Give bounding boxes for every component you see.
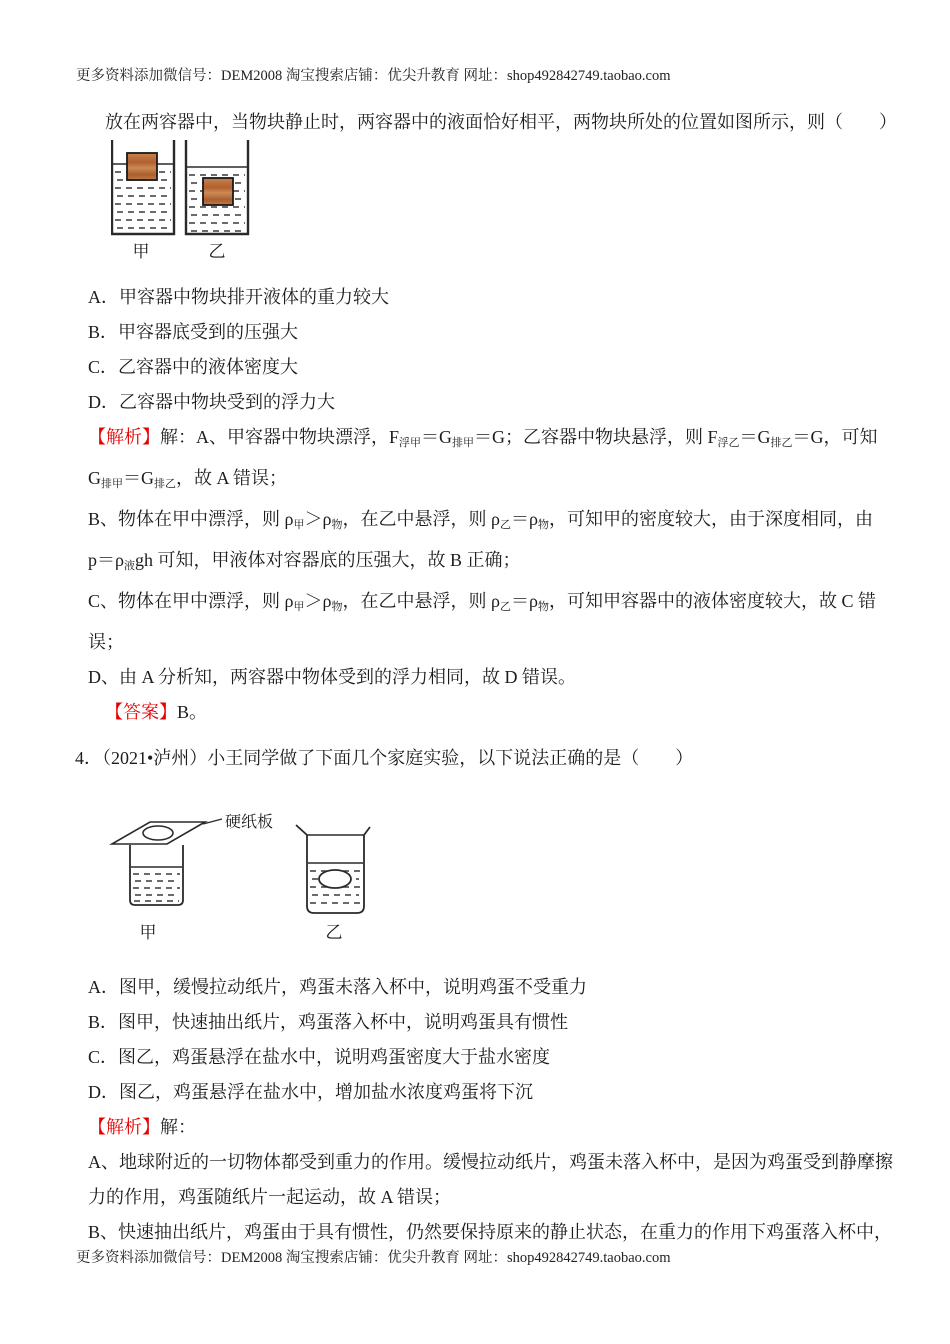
cup-water-dashes: [133, 874, 180, 901]
q3-analysis: [88, 420, 898, 730]
fig1-caption-jia: 甲: [132, 242, 150, 261]
q4-stem: 4．（2021•泸州）小王同学做了下面几个家庭实验，以下说法正确的是（ ）: [75, 748, 694, 768]
fig2-caption-jia: 甲: [139, 923, 157, 942]
q3-analysis-line-2: $G_{排甲}=G_{排乙}$，故 A 错误；: [88, 468, 288, 490]
cup-with-cardboard: [112, 819, 222, 905]
fig1-caption-yi: 乙: [208, 242, 226, 261]
fig2-caption-yi: 乙: [325, 923, 343, 942]
q4-analysis-line-2: 力的作用，鸡蛋随纸片一起运动，故 A 错误；: [88, 1187, 452, 1207]
q4-analysis-label: 【解析】: [88, 1117, 160, 1137]
q4-analysis-line-1: A、地球附近的一切物体都受到重力的作用。缓慢拉动纸片，鸡蛋未落入杯中，是因为鸡蛋受到静摩擦: [88, 1152, 893, 1172]
q3-answer-label: 【答案】: [105, 702, 177, 722]
beaker-with-salt-water: [296, 825, 370, 913]
q4-option-a: A．图甲，缓慢拉动纸片，鸡蛋未落入杯中，说明鸡蛋不受重力: [88, 977, 587, 997]
q3-analysis-label: 【解析】: [88, 427, 160, 447]
q3-analysis-line-1: 解：A、甲容器中物块漂浮，$F_{浮甲}=G_{排甲}=G$；乙容器中物块悬浮，则 $F_{浮乙}=G_{排乙}=G$，可知: [160, 427, 878, 449]
q3-option-b: B．甲容器底受到的压强大: [88, 322, 299, 342]
container-jia: [112, 140, 174, 234]
page-header: 更多资料添加微信号：DEM2008 淘宝搜索店铺：优尖升教育 网址：shop492842749.taobao.com: [76, 68, 671, 84]
q4-analysis-intro: 解：: [160, 1117, 196, 1137]
q4-option-d: D．图乙，鸡蛋悬浮在盐水中，增加盐水浓度鸡蛋将下沉: [88, 1082, 533, 1102]
q3-options: [88, 280, 898, 420]
q3-option-a: A．甲容器中物块排开液体的重力较大: [88, 287, 389, 307]
document-body: [75, 110, 898, 1250]
q3-analysis-line-4: $p=\rho_液gh$ 可知，甲液体对容器底的压强大，故 B 正确；: [88, 550, 521, 572]
cardboard-annotation: 硬纸板: [225, 814, 274, 831]
q4-analysis-line-3: B、快速抽出纸片，鸡蛋由于具有惯性，仍然要保持原来的静止状态，在重力的作用下鸡蛋落入杯中，: [88, 1222, 893, 1242]
q3-answer-value: B。: [177, 702, 208, 722]
q3-option-c: C．乙容器中的液体密度大: [88, 357, 299, 377]
container-yi: [186, 140, 248, 234]
q4-option-b: B．图甲，快速抽出纸片，鸡蛋落入杯中，说明鸡蛋具有惯性: [88, 1012, 569, 1032]
q3-figure-containers: [111, 140, 251, 262]
q4-analysis: [88, 1110, 898, 1250]
wood-block-floating: [127, 153, 157, 180]
page-footer: 更多资料添加微信号：DEM2008 淘宝搜索店铺：优尖升教育 网址：shop492842749.taobao.com: [76, 1250, 671, 1266]
q3-analysis-line-7: D、由 A 分析知，两容器中物体受到的浮力相同，故 D 错误。: [88, 667, 577, 687]
q3-stem-continuation: 放在两容器中，当物块静止时，两容器中的液面恰好相平，两物块所处的位置如图所示，则（ ）: [105, 112, 897, 132]
egg-suspended: [319, 870, 351, 888]
wood-block-suspended: [203, 178, 233, 205]
egg-on-cardboard: [143, 826, 173, 840]
q4-options: [88, 970, 898, 1110]
cup-glass: [130, 845, 183, 905]
q3-analysis-line-3: B、物体在甲中漂浮，则 $\rho_甲>\rho_物$，在乙中悬浮，则 $\rho_乙=\rho_物$，可知甲的密度较大，由于深度相同，由: [88, 509, 873, 531]
q4-option-c: C．图乙，鸡蛋悬浮在盐水中，说明鸡蛋密度大于盐水密度: [88, 1047, 551, 1067]
q3-option-d: D．乙容器中物块受到的浮力大: [88, 392, 335, 412]
q4-figure-experiments: [108, 810, 380, 945]
q3-analysis-line-5: C、物体在甲中漂浮，则 $\rho_甲>\rho_物$，在乙中悬浮，则 $\rho_乙=\rho_物$，可知甲容器中的液体密度较大，故 C 错: [88, 591, 876, 613]
beaker-glass: [296, 825, 370, 913]
q3-analysis-line-6: 误；: [88, 632, 124, 652]
